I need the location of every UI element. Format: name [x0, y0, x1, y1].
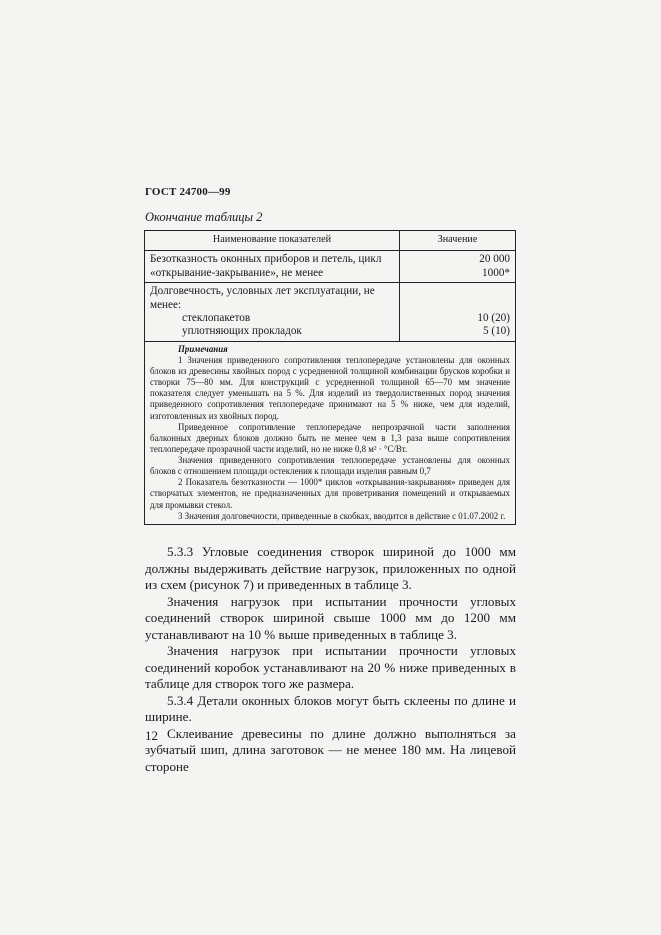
row-name-cell [145, 251, 400, 283]
body-paragraph: 5.3.4 Детали оконных блоков могут быть склеены по длине и ширине. [145, 692, 516, 724]
row-value-cell [400, 283, 516, 342]
page-number: 12 [145, 728, 158, 743]
row-name-line: менее: [150, 298, 182, 311]
row-name-line: Безотказность оконных приборов и петель, цикл [150, 253, 382, 266]
body-text [145, 544, 516, 775]
notes-title: Примечания [178, 343, 228, 354]
table-row [145, 251, 516, 283]
body-paragraph: Значения нагрузок при испытании прочности угловых соединений коробок устанавливают на 20 % ниже приведенных в таблице для створок того же размера. [145, 643, 516, 691]
body-paragraph: Значения нагрузок при испытании прочности угловых соединений створок шириной свыше 1000 мм до 1200 мм устанавливают на 10 % выше приведенных в таблице 3. [145, 593, 516, 642]
row-name-cell [145, 283, 400, 342]
body-paragraph: Склеивание древесины по длине должно выполняться за зубчатый шип, длина заготовок — не менее 180 мм. На лицевой стороне [145, 725, 516, 774]
body-paragraph: 5.3.3 Угловые соединения створок шириной до 1000 мм должны выдерживать действие нагрузок, приложенных по одной из схем (рисунок 7) и приведенных в таблице 3. [145, 544, 516, 592]
row-name-line: Долговечность, условных лет эксплуатации, не [150, 285, 375, 298]
row-name-line: «открывание-закрывание», не менее [150, 266, 324, 279]
sub-item-value: 10 (20) [477, 311, 510, 324]
table-caption: Окончание таблицы 2 [145, 210, 263, 224]
row-value-line: 1000* [482, 266, 510, 279]
document-code: ГОСТ 24700—99 [145, 186, 231, 198]
sub-item-label: уплотняющих прокладок [182, 325, 302, 338]
sub-item-label: стеклопакетов [182, 311, 251, 324]
column-header-value: Значение [400, 231, 516, 251]
notes-row [145, 341, 516, 524]
row-value-line: 20 000 [479, 253, 510, 266]
properties-table [144, 230, 516, 525]
sub-item-value: 5 (10) [482, 325, 510, 338]
note-paragraph: 2 Показатель безотказности — 1000* циклов «открывания-закрывания» приведен для створчатых элементов, не предназначенных для проветривания помещений и открываемых для промывки стекол. [150, 477, 510, 510]
note-paragraph: 3 Значения долговечности, приведенные в скобках, вводится в действие с 01.07.2002 г. [178, 510, 506, 521]
note-paragraph: Приведенное сопротивление теплопередаче непрозрачной части заполнения балконных дверных блоков должно быть не менее чем в 1,3 раза выше сопротивления теплопередаче прозрачной части изделий, но не ниже 0,8 м² · °С/Вт. [150, 421, 510, 454]
column-header-name: Наименование показателей [145, 231, 400, 251]
notes-cell [145, 341, 516, 524]
note-paragraph: 1 Значения приведенного сопротивления теплопередаче установлены для оконных блоков из древесины хвойных пород с усредненной толщиной комбинации брусков коробки и створки 75—80 мм. Для конструкций с усредненной толщиной 65—70 мм значение показателя следует уменьшать на 5 %. Для изделий из твердолиственных пород значения приведенного сопротивления теплопередаче принимают на 5 % ниже, чем для изделий, изготовленных из хвойных пород. [150, 354, 510, 421]
row-value-cell [400, 251, 516, 283]
note-paragraph: Значения приведенного сопротивления теплопередаче установлены для оконных блоков с отношением площади остекления к площади изделия равным 0,7 [150, 455, 510, 477]
table-header-row [145, 231, 516, 251]
table-row [145, 283, 516, 342]
